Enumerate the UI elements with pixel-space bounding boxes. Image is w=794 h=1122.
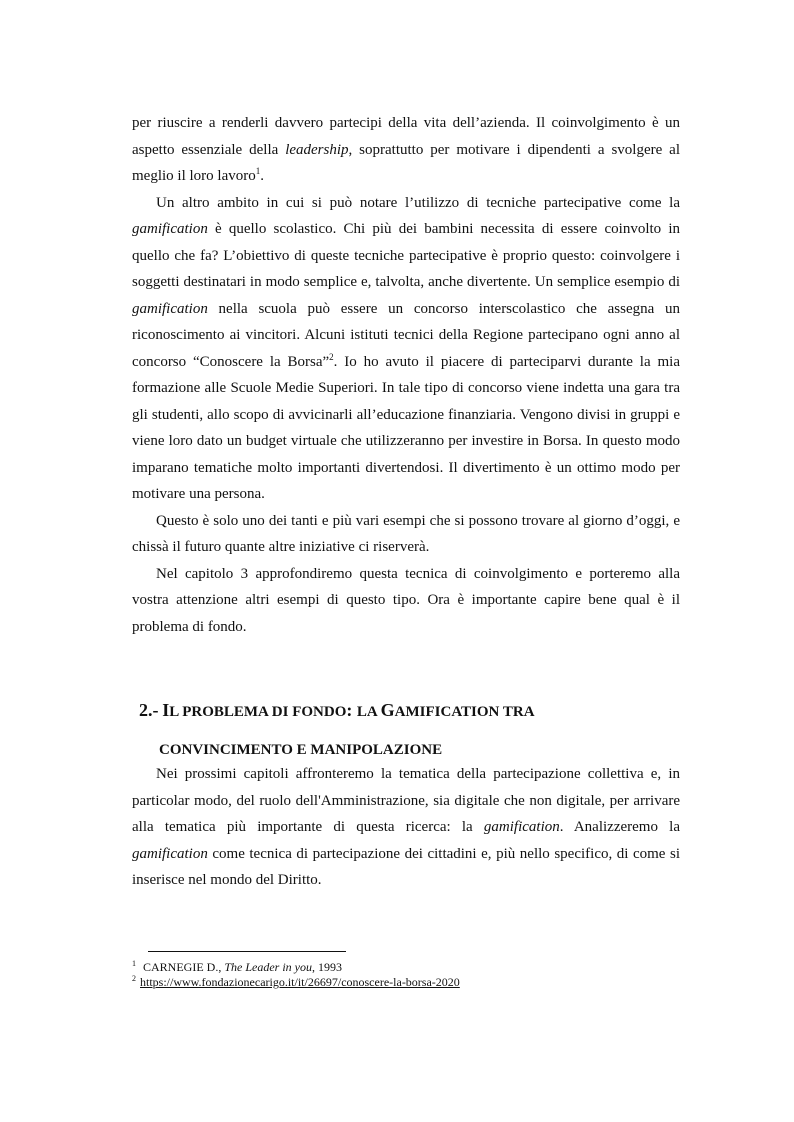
footnote-2 (132, 975, 692, 990)
section-heading (139, 699, 680, 723)
heading-initial: I (162, 700, 170, 720)
text: come tecnica di partecipazione dei cittadini e, più nello specifico, di come si inserisce nel mondo del Diritto. (132, 845, 680, 888)
heading-colon: : (346, 700, 357, 720)
footnote-ref-2[interactable]: 2 (329, 351, 334, 362)
footnote-title: The Leader in you (224, 960, 312, 974)
text: nella scuola può essere un concorso interscolastico che assegna un riconoscimento ai vincitori. Alcuni istituti tecnici della Regione partecipano ogni anno al concorso “Conoscere la Borsa” (132, 300, 680, 370)
footnote-link[interactable]: https://www.fondazionecarigo.it/it/26697/conoscere-la-borsa-2020 (140, 975, 460, 989)
footnote-author: CARNEGIE D., (143, 960, 225, 974)
footnote-ref-1[interactable]: 1 (255, 166, 261, 176)
heading-text: L PROBLEMA DI FONDO (169, 704, 347, 720)
heading-text: LA (356, 704, 381, 720)
emphasis: leadership (285, 141, 349, 158)
text: , soprattutto per motivare i dipendenti a svolgere al meglio il loro lavoro (132, 141, 680, 184)
paragraph-2 (132, 190, 680, 508)
footnote-number: 2 (132, 974, 136, 983)
emphasis: gamification (483, 819, 560, 835)
section-heading-line2: CONVINCIMENTO E MANIPOLAZIONE (159, 742, 443, 758)
text: . (260, 168, 264, 184)
heading-text: AMIFICATION TRA (394, 704, 535, 720)
footnote-separator (148, 951, 346, 952)
text: . Io ho avuto il piacere di parteciparvi durante la mia formazione alle Scuole Medie Superiori. In tale tipo di concorso viene indetta una gara tra gli studenti, allo scopo di avvicinarli all’educazione finanziaria. Vengono divisi in gruppi e viene loro dato un budget virtuale che utilizzeranno per investire in Borsa. In questo modo imparano tematiche molto importanti divertendosi. Il divertimento è un ottimo modo per motivare una persona. (132, 353, 680, 502)
footnote-year: , 1993 (311, 960, 342, 974)
paragraph-3: Questo è solo uno dei tanti e più vari esempi che si possono trovare al giorno d’oggi, e chissà il futuro quante altre iniziative ci riserverà. (132, 512, 680, 555)
paragraph-5 (132, 761, 680, 894)
text: Un altro ambito in cui si può notare l’utilizzo di tecniche partecipative come la (156, 194, 680, 211)
footnote-1 (132, 960, 692, 975)
section-number: 2.- (139, 700, 159, 720)
paragraph-1 (132, 110, 680, 190)
text: è quello scolastico. Chi più dei bambini necessita di essere coinvolto in quello che fa? L’obiettivo di queste tecniche partecipative è proprio questo: coinvolgere i soggetti destinatari in modo semplice e, talvolta, anche divertente. Un semplice esempio di (132, 221, 680, 290)
emphasis: gamification (132, 221, 208, 237)
text: per riuscire a renderli davvero partecipi della vita dell’azienda. Il coinvolgimento è un aspetto essenziale della (132, 115, 680, 158)
heading-initial: G (380, 700, 395, 720)
page-body (132, 110, 680, 894)
footnotes (132, 960, 692, 990)
text: Nei prossimi capitoli affronteremo la tematica della partecipazione collettiva e, in particolar modo, del ruolo dell'Amministrazione, sia digitale che non digitale, per arrivare alla tematica più importante di questa ricerca: la (132, 766, 680, 835)
paragraph-4: Nel capitolo 3 approfondiremo questa tecnica di coinvolgimento e porteremo alla vostra attenzione altri esempi di questo tipo. Ora è importante capire bene qual è il problema di fondo. (132, 565, 680, 635)
emphasis: gamification (132, 300, 208, 317)
emphasis: gamification (132, 845, 208, 862)
text: . Analizzeremo la (559, 819, 680, 835)
footnote-number: 1 (132, 959, 136, 968)
